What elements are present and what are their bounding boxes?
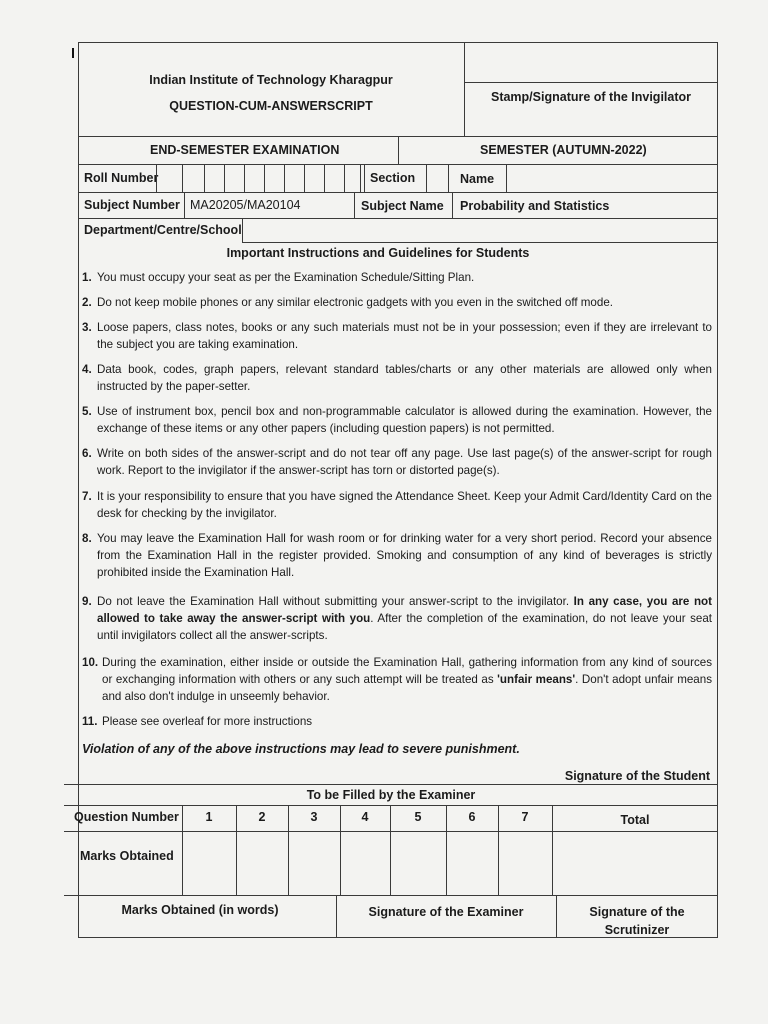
rule <box>64 831 718 832</box>
rule <box>448 164 449 192</box>
rule <box>224 164 225 192</box>
rule <box>78 218 718 219</box>
instruction-text: Please see overleaf for more instructions <box>102 715 313 728</box>
instruction-text <box>102 654 712 705</box>
name-label: Name <box>460 172 495 186</box>
roll-number-label: Roll Number <box>84 171 159 185</box>
rule <box>354 192 355 218</box>
question-header: 3 <box>310 810 318 824</box>
instruction-text-part: During the examination, either inside or outside the Examination Hall, gathering information from any kind of sources or exchanging information with others or any such attempt will be treated as <box>102 656 712 686</box>
instruction-number: 11. <box>82 715 98 728</box>
instruction-item <box>82 269 712 286</box>
rule <box>452 192 453 218</box>
instruction-item <box>82 403 712 437</box>
invigilator-stamp-label: Stamp/Signature of the Invigilator <box>490 90 692 104</box>
rule <box>78 164 718 165</box>
rule <box>244 164 245 192</box>
instruction-number: 8. <box>82 532 92 545</box>
instruction-item <box>82 713 712 730</box>
instructions-title: Important Instructions and Guidelines for Students <box>226 246 530 260</box>
instruction-text <box>97 593 712 644</box>
document-type: QUESTION-CUM-ANSWERSCRIPT <box>169 99 373 113</box>
exam-name: END-SEMESTER EXAMINATION <box>150 143 340 157</box>
question-header: 4 <box>361 810 369 824</box>
question-header: 1 <box>205 810 213 824</box>
department-label: Department/Centre/School <box>84 223 242 237</box>
subject-number-label: Subject Number <box>84 198 180 212</box>
instruction-number: 9. <box>82 595 92 608</box>
instruction-text: You may leave the Examination Hall for wash room or for drinking water for a very short period. Record your absence from the Examination Hall in the register provided. Smoking and consumption of any kind of beverages is strictly prohibited inside the Examination Hall. <box>97 532 712 579</box>
instruction-text: Do not keep mobile phones or any similar electronic gadgets with you even in the switched off mode. <box>97 296 613 309</box>
instruction-number: 10. <box>82 656 99 669</box>
instruction-text: It is your responsibility to ensure that you have signed the Attendance Sheet. Keep your Admit Card/Identity Card on the desk for checking by the invigilator. <box>97 490 712 520</box>
rule <box>360 164 361 192</box>
rule <box>156 164 157 192</box>
instruction-text-part: . Don't adopt unfair means and also don't indulge in unseemly behavior. <box>102 673 712 703</box>
question-header: 7 <box>521 810 529 824</box>
stamp-box-top-line <box>464 82 718 83</box>
instruction-text: Use of instrument box, pencil box and non-programmable calculator is allowed during the examination. However, the exchange of these items or any other papers (including question papers) is not permitted. <box>97 405 712 435</box>
instruction-item <box>82 319 712 353</box>
rule <box>324 164 325 192</box>
rule <box>344 164 345 192</box>
scrutinizer-signature-label: Scrutinizer <box>604 923 670 937</box>
instruction-item <box>82 445 712 479</box>
rule <box>78 192 718 193</box>
rule <box>64 784 718 785</box>
instruction-emphasis: 'unfair means' <box>497 673 576 686</box>
instruction-text-part: . After the completion of the examination, do not leave your seat until invigilators collect all the answer-scripts. <box>97 612 712 642</box>
subject-name-label: Subject Name <box>361 199 444 213</box>
instruction-text: Loose papers, class notes, books or any such materials must not be in your possession; even if they are irrelevant to the subject you are taking examination. <box>97 321 712 351</box>
instruction-number: 2. <box>82 296 92 309</box>
header-divider <box>464 42 465 136</box>
rule <box>242 218 243 242</box>
instruction-item <box>82 530 712 581</box>
rule <box>426 164 427 192</box>
examiner-section-title: To be Filled by the Examiner <box>306 788 476 802</box>
student-signature-label: Signature of the Student <box>564 769 710 783</box>
question-header: 6 <box>468 810 476 824</box>
institute-name: Indian Institute of Technology Kharagpur <box>149 73 393 87</box>
examiner-signature-label: Signature of the Examiner <box>368 905 524 919</box>
instruction-item <box>82 361 712 395</box>
instruction-emphasis: In any case, you are not allowed to take away the answer-script with you <box>97 595 712 625</box>
rule <box>506 164 507 192</box>
semester: SEMESTER (AUTUMN-2022) <box>480 143 647 157</box>
instruction-text: Data book, codes, graph papers, relevant standard tables/charts or any other materials are allowed only when instructed by the paper-setter. <box>97 363 712 393</box>
instruction-number: 4. <box>82 363 92 376</box>
subject-number-value: MA20205/MA20104 <box>190 198 301 212</box>
total-header: Total <box>620 813 650 827</box>
rule <box>398 136 399 164</box>
rule <box>64 805 718 806</box>
answer-script-cover <box>64 42 718 938</box>
rule <box>184 192 185 218</box>
instruction-text: You must occupy your seat as per the Examination Schedule/Sitting Plan. <box>97 271 475 284</box>
rule <box>64 895 718 896</box>
instruction-text: Write on both sides of the answer-script and do not tear off any page. Use last page(s) of the answer-script for rough work. Report to the invigilator if the answer-script has torn or distorted page(s). <box>97 447 712 477</box>
instruction-number: 7. <box>82 490 92 503</box>
rule <box>182 164 183 192</box>
instruction-item <box>82 654 712 705</box>
rule <box>264 164 265 192</box>
instruction-number: 1. <box>82 271 92 284</box>
instruction-number: 3. <box>82 321 92 334</box>
section-label: Section <box>370 171 416 185</box>
rule <box>304 164 305 192</box>
rule <box>204 164 205 192</box>
instruction-number: 5. <box>82 405 92 418</box>
scrutinizer-signature-label: Signature of the <box>589 905 685 919</box>
rule <box>364 164 365 192</box>
question-header: 5 <box>414 810 422 824</box>
subject-name-value: Probability and Statistics <box>460 199 610 213</box>
instruction-item <box>82 488 712 522</box>
marks-obtained-label: Marks Obtained <box>80 849 174 863</box>
marks-in-words-label: Marks Obtained (in words) <box>121 903 279 917</box>
violation-warning: Violation of any of the above instructions may lead to severe punishment. <box>82 742 520 756</box>
rule <box>284 164 285 192</box>
instruction-item <box>82 294 712 311</box>
question-number-label: Question Number <box>74 810 179 824</box>
instruction-item <box>82 593 712 644</box>
instruction-number: 6. <box>82 447 92 460</box>
question-header: 2 <box>258 810 266 824</box>
instruction-text-part: Do not leave the Examination Hall without submitting your answer-script to the invigilator. <box>97 595 574 608</box>
rule <box>242 242 718 243</box>
